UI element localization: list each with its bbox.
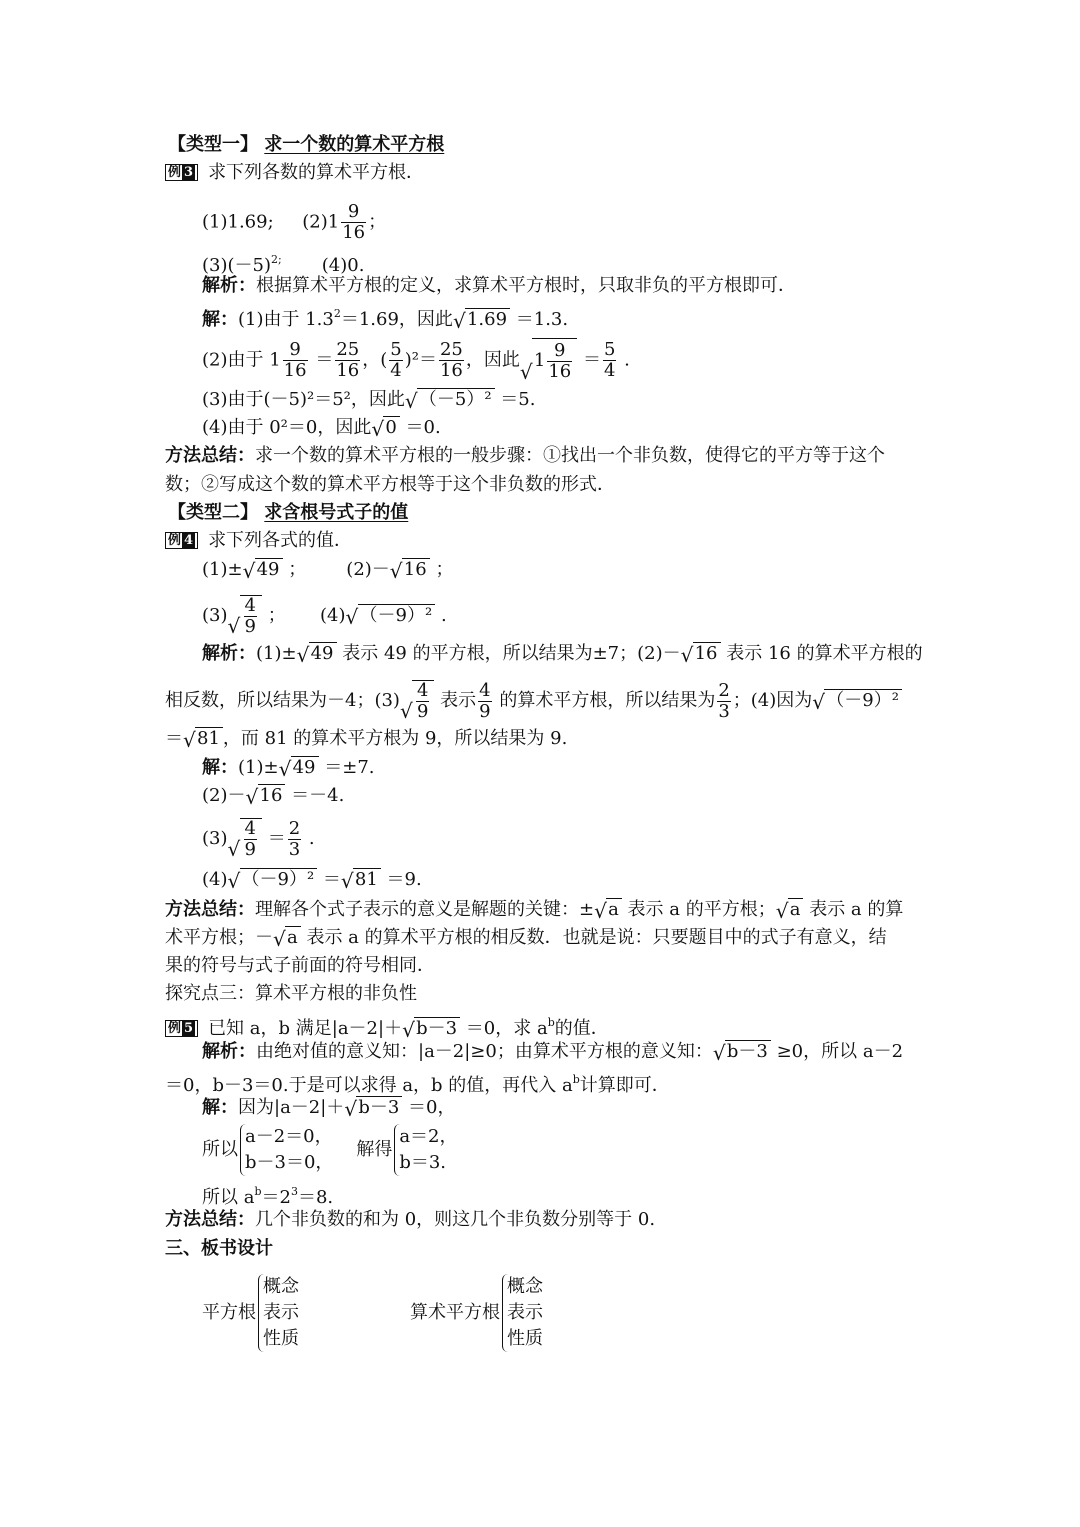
example-4-solution-1: 解：(1)±√ 49 ＝±7. <box>202 756 375 780</box>
example-5-solution-3: 所以 $a^b=2^3=8$. <box>202 1185 334 1208</box>
board-left <box>202 1274 299 1352</box>
example-4-question: 例 4 求下列各式的值． <box>165 529 352 553</box>
example-5-summary: 方法总结：几个非负数的和为 0，则这几个非负数分别等于 0. <box>165 1209 656 1230</box>
section-label: 【类型一】 <box>168 134 258 155</box>
section-label: 【类型二】 <box>168 502 258 523</box>
board-left-brace: 概念 表示 性质 <box>258 1274 299 1352</box>
section-title: 求含根号式子的值 <box>264 502 409 523</box>
example-4-part-1-2: (1)±√ 49 ； (2)－√ 16 ； <box>202 558 453 582</box>
example-4-analysis-line-3: ＝√ 81 ，而 81 的算术平方根为 9，所以结果为 9. <box>165 727 567 751</box>
example-5-solution-2: 所以 a－2＝0， b－3＝0， 解得 a＝2， b＝3. <box>202 1124 458 1176</box>
example-3-solution-3: (3)由于(－5)²＝5²，因此√ （－5）² ＝5. <box>202 388 535 412</box>
example-tag: 例 5 <box>165 1020 198 1037</box>
example-3-part-3-4: $(3)(-5)^{2;}$ (4)0. <box>202 253 365 276</box>
example-5-analysis-line-2: ＝0，b－3＝0.于是可以求得 a，b 的值，再代入 $a^b$计算即可． <box>165 1073 670 1096</box>
board-design-heading: 三、板书设计 <box>165 1238 273 1259</box>
board-right-root: 算术平方根 <box>410 1302 500 1323</box>
section-heading-3: 探究点三：算术平方根的非负性 <box>165 983 417 1004</box>
example-3-solution-1: 解：(1)由于 $1.3^2=1.69$，因此√ 1.69 ＝1.3. <box>202 302 568 332</box>
section-heading-1 <box>168 133 444 157</box>
section-title: 求一个数的算术平方根 <box>264 134 445 155</box>
example-3-summary-line-2: 数；②写成这个数的算术平方根等于这个非负数的形式． <box>165 474 615 495</box>
example-4-solution-3: (3) √ $\frac{4}{9}$ ＝ $\frac{2}{3}$ . <box>202 818 315 860</box>
example-3-analysis: 解析：根据算术平方根的定义，求算术平方根时，只取非负的平方根即可． <box>202 275 796 296</box>
example-3-question: 例 3 求下列各数的算术平方根． <box>165 161 424 185</box>
example-4-analysis-line-1: 解析：(1)±√ 49 表示 49 的平方根，所以结果为±7；(2)－√ 16 表示 16 的算术平方根的 <box>202 642 923 666</box>
example-3-solution-2: (2)由于 1 $\frac{9}{16}$ ＝ $\frac{25}{16}$ ，( $\frac{5}{4}$ )²＝ $\frac{25}{16}$ ，因此√ 1 $\frac{9}{16}$ ＝ $\frac{5}{4}$ . <box>202 338 630 383</box>
example-tag: 例 3 <box>165 164 198 181</box>
example-4-summary-line-3: 果的符号与式子前面的符号相同． <box>165 955 435 976</box>
section-heading-2 <box>168 501 408 525</box>
equation-brace: a＝2， b＝3. <box>394 1124 457 1176</box>
example-4-solution-2: (2)－√ 16 ＝－4. <box>202 784 344 808</box>
example-tag: 例 4 <box>165 532 198 549</box>
board-left-root: 平方根 <box>202 1302 256 1323</box>
example-3-part-1-2: (1)1.69; (2)1 $\frac{9}{16}$ ； <box>202 201 387 243</box>
board-right-brace: 概念 表示 性质 <box>502 1274 543 1352</box>
example-3-solution-4: (4)由于 0²＝0，因此√ 0 ＝0. <box>202 416 441 440</box>
example-4-analysis-line-2: 相反数，所以结果为－4；(3) √ $\frac{4}{9}$ 表示 $\frac{4}{9}$ 的算术平方根，所以结果为 $\frac{2}{3}$ ；(4)因为√ （－9）² <box>165 680 902 722</box>
example-5-question: 例 5 已知 a，b 满足|a－2|＋√ b－3 ＝0，求 $a^b$的值． <box>165 1011 609 1041</box>
example-4-summary-line-2: 术平方根；－√ a 表示 a 的算术平方根的相反数．也就是说：只要题目中的式子有意义，结 <box>165 926 887 950</box>
example-3-summary-line-1: 方法总结：求一个数的算术平方根的一般步骤：①找出一个非负数，使得它的平方等于这个 <box>165 445 885 466</box>
example-4-part-3-4: (3) √ $\frac{4}{9}$ ； (4)√ （－9）² . <box>202 595 447 637</box>
equation-brace: a－2＝0， b－3＝0， <box>240 1124 333 1176</box>
board-right <box>410 1274 543 1352</box>
example-4-solution-4: (4)√ （－9）² ＝√ 81 ＝9. <box>202 868 422 892</box>
example-5-solution-1: 解：因为|a－2|＋√ b－3 ＝0， <box>202 1096 455 1120</box>
example-5-analysis-line-1: 解析：由绝对值的意义知：|a－2|≥0；由算术平方根的意义知：√ b－3 ≥0，所以 a－2 <box>202 1040 903 1064</box>
example-4-summary-line-1: 方法总结：理解各个式子表示的意义是解题的关键：±√ a 表示 a 的平方根；√ a 表示 a 的算 <box>165 898 903 922</box>
